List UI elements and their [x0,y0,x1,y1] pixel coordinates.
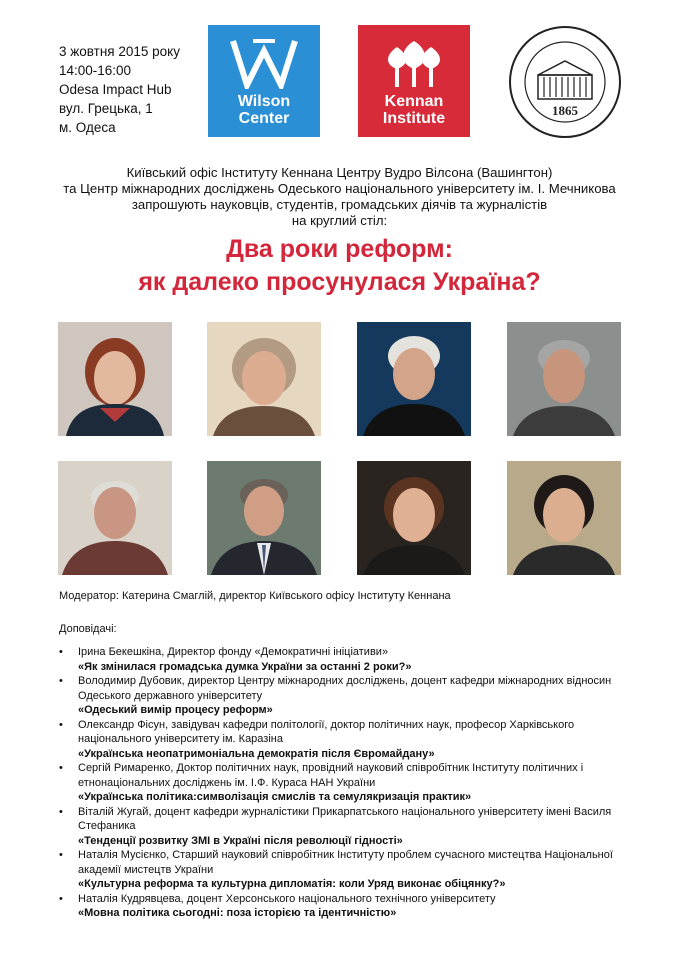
speakers-label: Доповідачі: [59,623,117,635]
kennan-institute-logo [358,25,470,137]
speaker-bio: Наталія Мусієнко, Старший науковий співробітник Інституту проблем сучасного мистецтва Національної академії мистецтв України [78,849,613,876]
kennan-logo-line2: Institute [382,110,446,127]
speaker-item [59,848,619,892]
speaker-bio: Сергій Римаренко, Доктор політичних наук, провідний науковий співробітник Інституту політичних і етнонаціональних досліджень ім. І.Ф. Кураса НАН України [78,762,584,789]
speaker-topic: «Українська неопатримоніальна демократія після Євромайдану» [78,747,435,760]
event-time: 14:00-16:00 [59,63,132,78]
speaker-topic: «Тенденції розвитку ЗМІ в Україні після революції гідності» [78,834,403,847]
speaker-photo-2 [207,322,321,436]
speaker-bio: Володимир Дубовик, директор Центру міжнародних досліджень, доцент кафедри міжнародних відносин Одеського державного університету [78,675,612,702]
wilson-center-logo [208,25,320,137]
intro-line-2: та Центр міжнародних досліджень Одеського національного університету ім. І. Мечникова [63,181,616,196]
speaker-photo-6 [207,461,321,575]
speaker-photo-3 [357,322,471,436]
speaker-photo-7 [357,461,471,575]
speaker-bio: Наталія Кудрявцева, доцент Херсонського національного технічного університету [78,892,496,905]
speaker-photo-5 [58,461,172,575]
event-title [30,233,649,299]
event-city: м. Одеса [59,120,116,135]
university-seal-logo [508,25,622,139]
bullet-icon: • [59,762,63,774]
intro-line-4: на круглий стіл: [291,213,388,228]
speaker-photo-4 [507,322,621,436]
seal-year: 1865 [552,103,578,118]
speaker-item [59,718,619,762]
speaker-item [59,805,619,849]
invitation-text [30,165,649,229]
event-street: вул. Грецька, 1 [59,101,153,116]
wilson-w-icon [229,37,299,89]
speakers-list [59,645,619,921]
bullet-icon: • [59,849,63,861]
speaker-item [59,892,619,921]
speaker-bio: Ірина Бекешкіна, Директор фонду «Демократичні ініціативи» [78,646,389,658]
speaker-photo-8 [507,461,621,575]
speaker-topic: «Культурна реформа та культурна дипломатія: коли Уряд виконає обіцянку?» [78,878,506,890]
wilson-logo-line1: Wilson [237,93,291,110]
speaker-item [59,645,619,674]
title-line-2: як далеко просунулася Україна? [138,268,541,296]
speaker-photo-1 [58,322,172,436]
event-venue: Odesa Impact Hub [59,82,172,97]
bullet-icon: • [59,718,63,731]
speaker-topic: «Одеський вимір процесу реформ» [78,704,273,716]
event-info [59,42,180,137]
speaker-bio: Олександр Фісун, завідувач кафедри політології, доктор політичних наук, професор Харківського національного університету ім. Каразіна [78,718,575,745]
speaker-item [59,761,619,805]
intro-line-1: Київський офіс Інституту Кеннана Центру Вудро Вілсона (Вашингтон) [126,165,553,180]
speaker-topic: «Українська політика:символізація смислів та семулякризація практик» [78,791,472,803]
speaker-item [59,674,619,718]
title-line-1: Два роки реформ: [226,235,453,263]
wilson-logo-line2: Center [238,110,290,127]
speaker-topic: «Мовна політика сьогодні: поза історією та ідентичністю» [78,907,397,919]
bullet-icon: • [59,646,63,658]
event-date: 3 жовтня 2015 року [59,44,180,59]
speaker-topic: «Як змінилася громадська думка України за останні 2 роки?» [78,660,412,673]
moderator-line: Модератор: Катерина Смаглій, директор Київського офісу Інституту Кеннана [59,590,451,602]
intro-line-3: запрошують науковців, студентів, громадських діячів та журналістів [131,197,548,212]
kennan-logo-line1: Kennan [384,93,444,110]
bullet-icon: • [59,675,63,687]
bullet-icon: • [59,892,63,905]
bullet-icon: • [59,805,63,818]
speaker-bio: Віталій Жугай, доцент кафедри журналістики Прикарпатського національного університету імені Василя Стефаника [78,805,612,832]
onion-domes-icon [377,39,451,89]
